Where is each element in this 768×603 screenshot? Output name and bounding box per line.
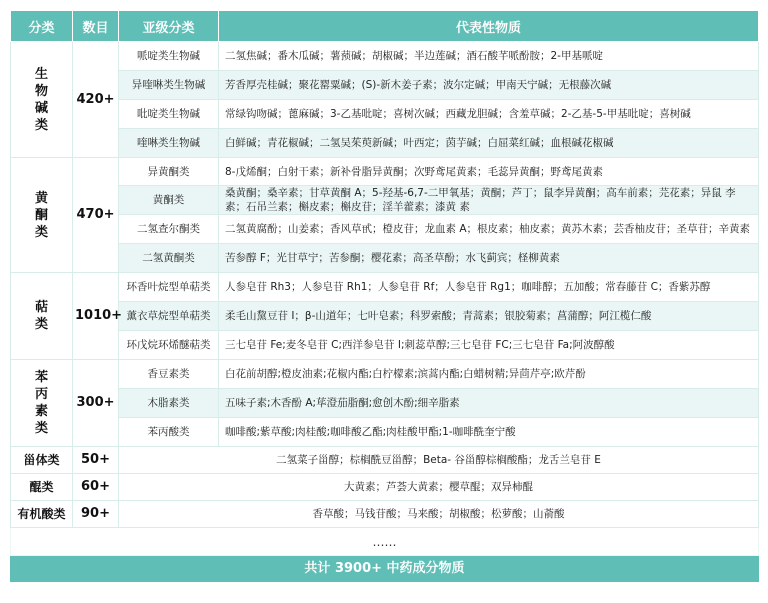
category-label: 黄酮类 [34, 190, 48, 240]
category-label: 生物碱类 [34, 66, 48, 133]
category-cell: 甾体类 [11, 447, 73, 474]
total-label: 共计 3900+ 中药成分物质 [11, 556, 759, 582]
compounds-cell: 桑黄酮；桑辛素；甘草黄酮 A；5-羟基-6,7-二甲氧基；黄酮；芦丁；鼠李异黄酮；高车前素；芫花素；异鼠 李素；石吊兰素；槲皮素；槲皮苷；淫羊藿素；漆黄 素 [219, 186, 759, 215]
subclass-cell: 环戊烷环烯醚萜类 [119, 331, 219, 360]
compounds-cell: 香草酸；马钱苷酸；马来酸；胡椒酸；松萝酸；山萮酸 [119, 501, 759, 528]
category-label: 萜类 [34, 300, 48, 332]
count-cell: 1010+ [73, 273, 119, 360]
table-body [11, 42, 759, 582]
category-cell [11, 273, 73, 360]
subclass-cell: 二氢查尔酮类 [119, 215, 219, 244]
total-row [11, 556, 759, 582]
category-label: 苯丙素类 [34, 370, 48, 436]
subclass-cell: 黄酮类 [119, 186, 219, 215]
compounds-cell: 大黄素；芦荟大黄素；樱草醌；双异柿醌 [119, 474, 759, 501]
category-cell: 醌类 [11, 474, 73, 501]
count-cell: 420+ [73, 42, 119, 158]
table-row [11, 418, 759, 447]
header-compounds: 代表性物质 [219, 11, 759, 42]
compounds-cell: 白花前胡醇;橙皮油素;花椒内酯;白柠檬素;滨蒿内酯;白蜡树精;异茴芹亭;欧芹酚 [219, 360, 759, 389]
subclass-cell: 薰衣草烷型单萜类 [119, 302, 219, 331]
table-row [11, 474, 759, 501]
count-cell: 90+ [73, 501, 119, 528]
subclass-cell: 二氢黄酮类 [119, 244, 219, 273]
header-count: 数目 [73, 11, 119, 42]
compounds-cell: 二氢焦碱；番木瓜碱；薯蓣碱；胡椒碱；半边莲碱；酒石酸芊哌酚胺；2-甲基哌啶 [219, 42, 759, 71]
table-row [11, 100, 759, 129]
count-cell: 60+ [73, 474, 119, 501]
table-row [11, 71, 759, 100]
table-row [11, 129, 759, 158]
subclass-cell: 环香叶烷型单萜类 [119, 273, 219, 302]
compounds-cell: 三七皂苷 Fe;麦冬皂苷 C;西洋参皂苷 I;刺蕊草醇;三七皂苷 FC;三七皂苷 Fa;阿波醇酸 [219, 331, 759, 360]
compound-table [10, 10, 759, 582]
table-row [11, 447, 759, 474]
table-row [11, 302, 759, 331]
compounds-cell: 8-戊烯酮；白射干素；新补骨脂异黄酮；次野鸢尾黄素；毛蕊异黄酮；野鸢尾黄素 [219, 158, 759, 186]
header-row [11, 11, 759, 42]
compounds-cell: 二氢菜子甾醇；棕榈酰豆甾醇；Beta- 谷甾醇棕榈酸酯；龙舌兰皂苷 E [119, 447, 759, 474]
table-row [11, 331, 759, 360]
compounds-cell: 常绿钩吻碱；蓖麻碱；3-乙基吡啶；喜树次碱；西藏龙胆碱；含羞草碱；2-乙基-5-甲基吡啶；喜树碱 [219, 100, 759, 129]
header-category: 分类 [11, 11, 73, 42]
compounds-cell: 苦参醇 F；光甘草宁；苦参酮；樱花素；高圣草酚；水飞蓟宾；柽柳黄素 [219, 244, 759, 273]
category-cell [11, 360, 73, 447]
ellipsis-row [11, 528, 759, 556]
subclass-cell: 异黄酮类 [119, 158, 219, 186]
subclass-cell: 香豆素类 [119, 360, 219, 389]
subclass-cell: 木脂素类 [119, 389, 219, 418]
compounds-cell: 白鲜碱；青花椒碱；二氢吴茱萸新碱；叶西定；茵芋碱；白屈菜红碱；血根碱花椒碱 [219, 129, 759, 158]
count-cell: 300+ [73, 360, 119, 447]
compounds-cell: 芳香厚壳桂碱；聚花罂粟碱；(S)-新木姜子素；波尔定碱；甲南天宁碱；无根藤次碱 [219, 71, 759, 100]
table-row [11, 389, 759, 418]
table-row [11, 360, 759, 389]
compounds-cell: 二氢黄腐酚；山姜素；香风草甙；橙皮苷；龙血素 A；根皮素；柚皮素；黄苏木素；芸香柚皮苷；圣草苷；辛黄素 [219, 215, 759, 244]
subclass-cell: 哌啶类生物碱 [119, 42, 219, 71]
compounds-cell: 人参皂苷 Rh3；人参皂苷 Rh1；人参皂苷 Rf；人参皂苷 Rg1；咖啡醇；五加酸；常春藤苷 C；香紫苏醇 [219, 273, 759, 302]
category-cell [11, 158, 73, 273]
table-row [11, 158, 759, 186]
subclass-cell: 苯丙酸类 [119, 418, 219, 447]
subclass-cell: 喹啉类生物碱 [119, 129, 219, 158]
table-row [11, 244, 759, 273]
subclass-cell: 异喹啉类生物碱 [119, 71, 219, 100]
table-row [11, 501, 759, 528]
ellipsis: …… [11, 528, 759, 556]
table-row [11, 215, 759, 244]
table-row [11, 186, 759, 215]
table-row [11, 273, 759, 302]
compounds-cell: 咖啡酸;紫草酸;肉桂酸;咖啡酸乙酯;肉桂酸甲酯;1-咖啡酰奎宁酸 [219, 418, 759, 447]
header-subclass: 亚级分类 [119, 11, 219, 42]
table-row [11, 42, 759, 71]
category-cell [11, 42, 73, 158]
subclass-cell: 吡啶类生物碱 [119, 100, 219, 129]
count-cell: 470+ [73, 158, 119, 273]
category-cell: 有机酸类 [11, 501, 73, 528]
compounds-cell: 五味子素;木香酚 A;荜澄茄脂酮;愈创木酚;细辛脂素 [219, 389, 759, 418]
count-cell: 50+ [73, 447, 119, 474]
compounds-cell: 柔毛山黧豆苷 I；β-山道年；七叶皂素；科罗索酸；青蒿素；银胶菊素；菖蒲醇；阿江榄仁酸 [219, 302, 759, 331]
